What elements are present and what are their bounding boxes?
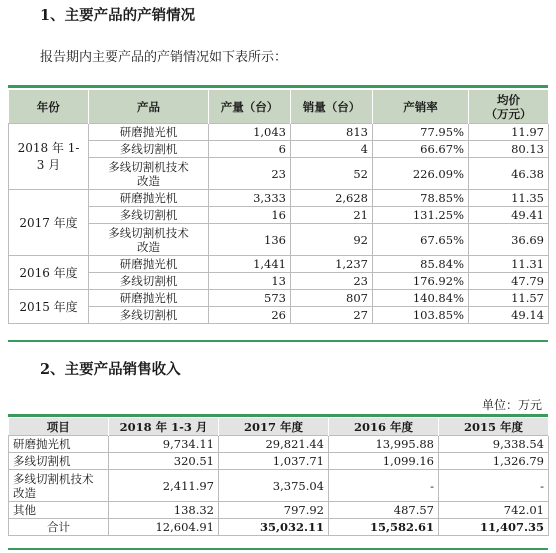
product-cell: 多线切割机 [89,307,209,324]
value-cell: 487.57 [329,502,439,519]
value-cell: 29,821.44 [219,436,329,453]
table2-bottom-rule [8,548,548,550]
output-cell: 3,333 [209,190,291,207]
output-cell: 1,043 [209,124,291,141]
section1-heading: 1、主要产品的产销情况 [40,7,196,24]
product-cell: 研磨抛光机 [89,190,209,207]
rate-cell: 226.09% [373,158,469,190]
table-row [9,256,549,273]
price-cell: 49.41 [469,207,549,224]
rate-cell: 176.92% [373,273,469,290]
year-cell: 2016 年度 [9,256,89,290]
price-cell: 11.97 [469,124,549,141]
output-cell: 6 [209,141,291,158]
volume-cell: 52 [291,158,373,190]
table-header-row [9,418,549,436]
product-cell: 多线切割机技术改造 [89,224,209,256]
header-product: 产品 [89,90,209,124]
product-cell: 多线切割机 [89,273,209,290]
value-cell: 13,995.88 [329,436,439,453]
total-value: 12,604.91 [109,519,219,536]
output-cell: 136 [209,224,291,256]
item-cell: 研磨抛光机 [9,436,109,453]
unit-label: 单位：万元 [481,398,542,412]
table-row [9,141,549,158]
value-cell: 797.92 [219,502,329,519]
volume-cell: 23 [291,273,373,290]
price-cell: 11.57 [469,290,549,307]
item-cell: 多线切割机技术改造 [9,470,109,502]
table1-top-rule [8,85,548,88]
table-row [9,436,549,453]
table2-top-rule [8,414,548,417]
output-cell: 1,441 [209,256,291,273]
volume-cell: 92 [291,224,373,256]
price-cell: 46.38 [469,158,549,190]
price-cell: 47.79 [469,273,549,290]
value-cell: 320.51 [109,453,219,470]
volume-cell: 4 [291,141,373,158]
value-cell: 3,375.04 [219,470,329,502]
total-label: 合计 [9,519,109,536]
header-2016: 2016 年度 [329,418,439,436]
product-cell: 多线切割机 [89,207,209,224]
value-cell: - [439,470,549,502]
rate-cell: 67.65% [373,224,469,256]
sales-revenue-table [8,418,549,536]
output-cell: 26 [209,307,291,324]
rate-cell: 66.67% [373,141,469,158]
value-cell: 2,411.97 [109,470,219,502]
value-cell: 9,338.54 [439,436,549,453]
output-cell: 13 [209,273,291,290]
year-cell: 2015 年度 [9,290,89,324]
value-cell: 138.32 [109,502,219,519]
value-cell: 9,734.11 [109,436,219,453]
output-cell: 16 [209,207,291,224]
header-2015: 2015 年度 [439,418,549,436]
section1-intro: 报告期内主要产品的产销情况如下表所示： [40,50,288,65]
table-row [9,224,549,256]
table-row [9,453,549,470]
table-row [9,207,549,224]
header-sales-volume: 销量（台） [291,90,373,124]
volume-cell: 807 [291,290,373,307]
value-cell: 1,099.16 [329,453,439,470]
total-value: 11,407.35 [439,519,549,536]
table-row [9,124,549,141]
price-cell: 11.31 [469,256,549,273]
table1-bottom-rule [8,340,548,342]
header-item: 项目 [9,418,109,436]
header-2017: 2017 年度 [219,418,329,436]
header-sales-rate: 产销率 [373,90,469,124]
product-cell: 研磨抛光机 [89,290,209,307]
total-value: 15,582.61 [329,519,439,536]
value-cell: 1,037.71 [219,453,329,470]
table-row [9,273,549,290]
table-row [9,190,549,207]
production-sales-table [8,90,549,324]
table-row [9,290,549,307]
total-value: 35,032.11 [219,519,329,536]
value-cell: 1,326.79 [439,453,549,470]
year-cell: 2017 年度 [9,190,89,256]
value-cell: - [329,470,439,502]
rate-cell: 85.84% [373,256,469,273]
table-row [9,158,549,190]
table-header-row [9,90,549,124]
price-cell: 80.13 [469,141,549,158]
table-row [9,470,549,502]
table-row [9,502,549,519]
price-cell: 11.35 [469,190,549,207]
header-output: 产量（台） [209,90,291,124]
rate-cell: 140.84% [373,290,469,307]
volume-cell: 27 [291,307,373,324]
price-cell: 36.69 [469,224,549,256]
rate-cell: 103.85% [373,307,469,324]
rate-cell: 131.25% [373,207,469,224]
item-cell: 多线切割机 [9,453,109,470]
item-cell: 其他 [9,502,109,519]
volume-cell: 813 [291,124,373,141]
volume-cell: 21 [291,207,373,224]
table-row [9,307,549,324]
section2-heading: 2、主要产品销售收入 [40,361,181,378]
total-row [9,519,549,536]
volume-cell: 1,237 [291,256,373,273]
value-cell: 742.01 [439,502,549,519]
output-cell: 23 [209,158,291,190]
header-2018q1: 2018 年 1-3 月 [109,418,219,436]
product-cell: 研磨抛光机 [89,256,209,273]
price-cell: 49.14 [469,307,549,324]
header-avg-price: 均价 （万元） [469,90,549,124]
rate-cell: 78.85% [373,190,469,207]
product-cell: 多线切割机技术改造 [89,158,209,190]
output-cell: 573 [209,290,291,307]
volume-cell: 2,628 [291,190,373,207]
header-year: 年份 [9,90,89,124]
product-cell: 研磨抛光机 [89,124,209,141]
year-cell: 2018 年 1-3 月 [9,124,89,190]
product-cell: 多线切割机 [89,141,209,158]
rate-cell: 77.95% [373,124,469,141]
